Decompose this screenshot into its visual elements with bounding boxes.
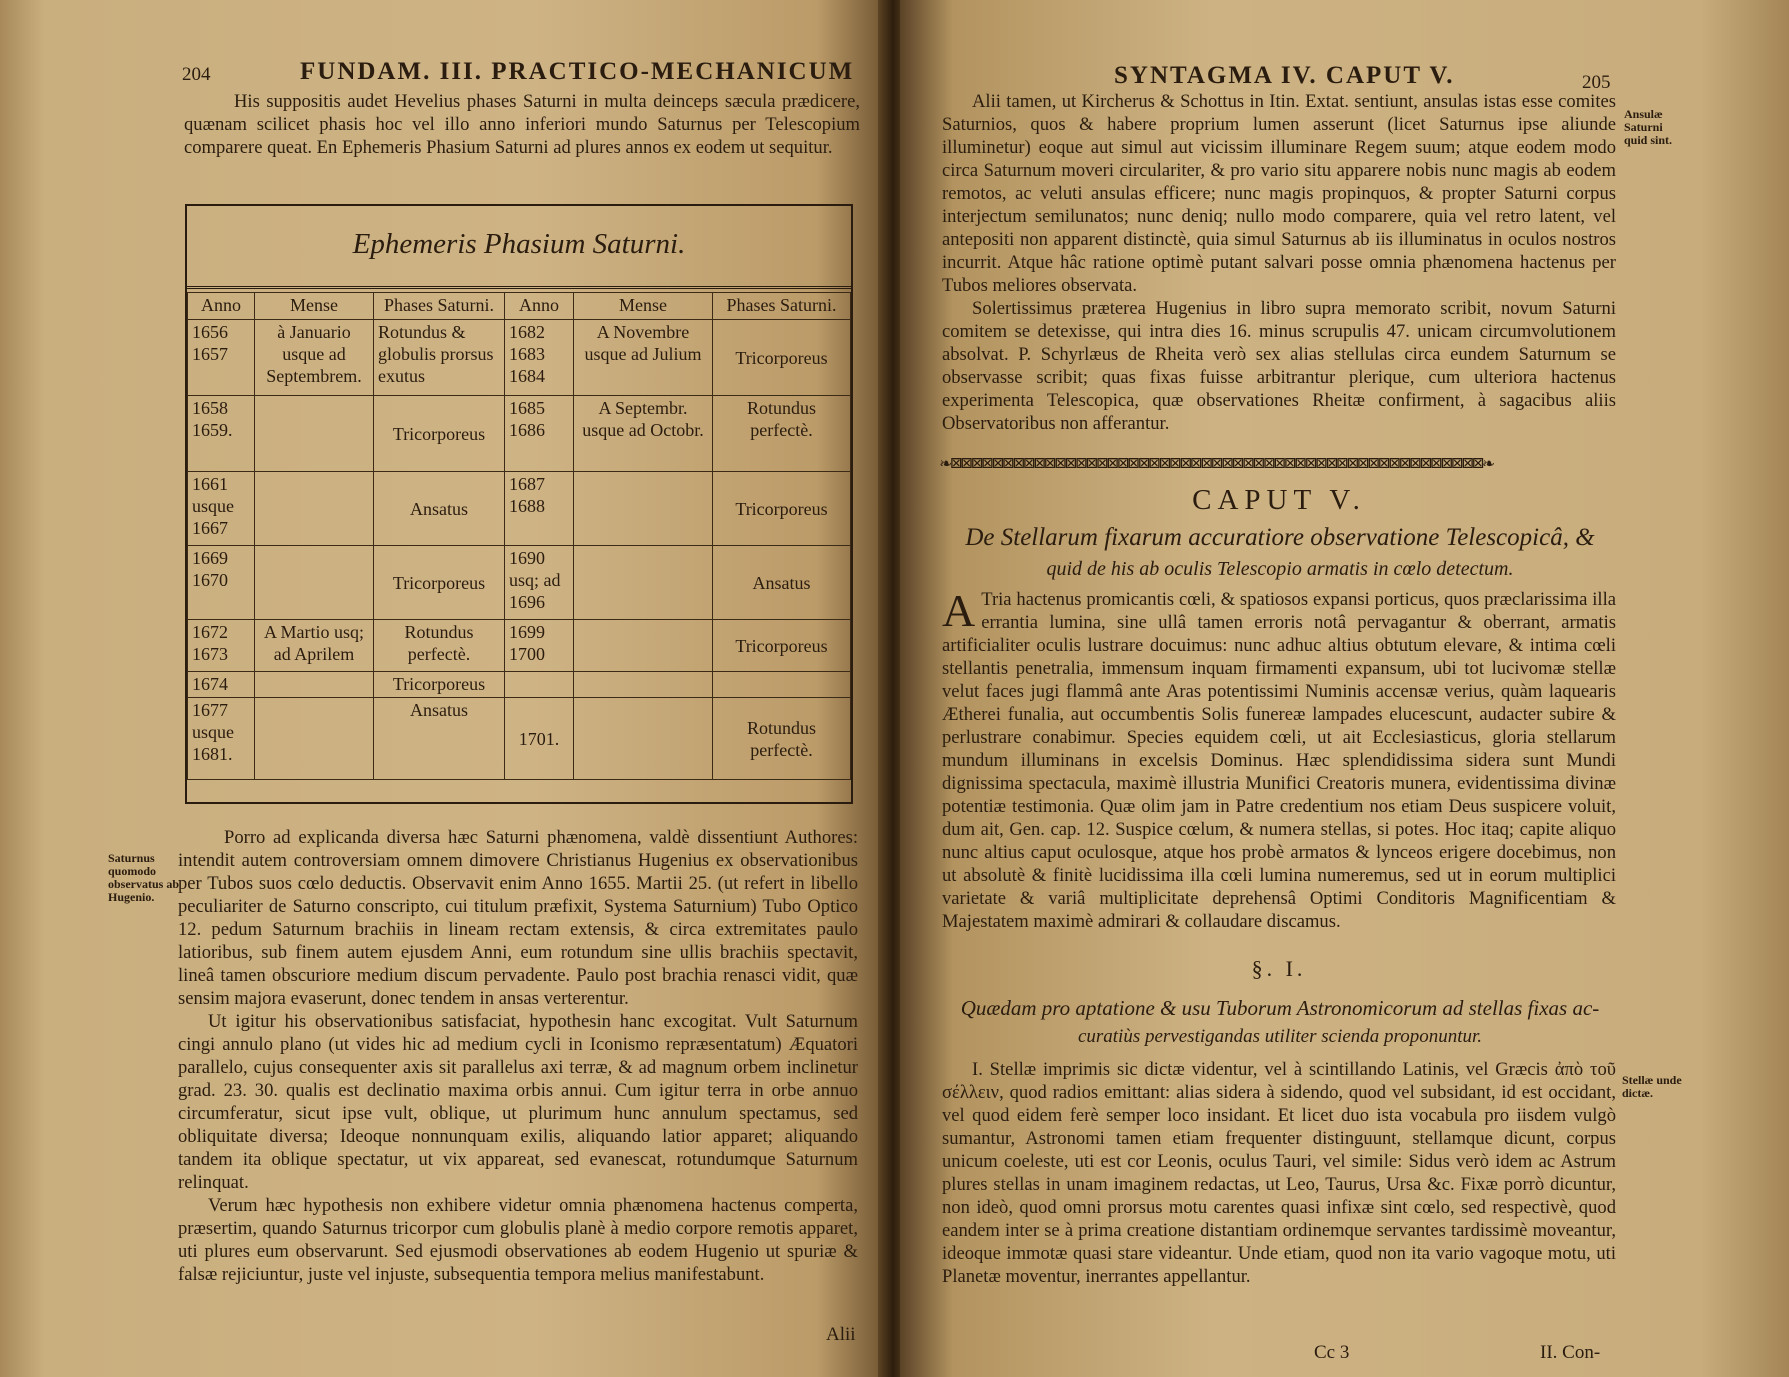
cell-mense-2: [574, 698, 713, 780]
header-phases-1: Phases Saturni.: [374, 293, 505, 320]
right-top-text: [942, 90, 1616, 435]
page-number-right: 205: [1582, 72, 1611, 93]
cell-mense-2: [574, 620, 713, 672]
drop-cap: A: [942, 585, 976, 636]
page-number-left: 204: [182, 64, 211, 85]
cell-anno-2: [505, 672, 574, 698]
signature-mark: Cc 3: [1314, 1342, 1350, 1363]
left-paragraph-1: Porro ad explicanda diversa hæc Saturni phænomena, valdè dissentiunt Authores: intendit autem controversiam omnem dimovere Christianus Hugenius ex observationibus per Tubos suos cœlo deductis. Observavit enim Anno 1655. Martii 25. (ut refert in libello peculiariter de Saturno conscripto, cui titulum præfixit, Systema Saturnium) Tubo Optico 12. pedum Saturnum brachiis in lineam rectam extensis, & circa extremitates paulo latioribus, sub finem autem ejusdem Anni, eum rotundum sine ullis brachiis spectavit, lineâ tamen obscuriore medium discum pervadente. Paulo post brachia renasci vidit, quæ sensim majora evaserunt, donec tendem in ansas verterentur.: [178, 827, 858, 1009]
cell-anno-1: 1674: [188, 672, 255, 698]
right-paragraph-4: I. Stellæ imprimis sic dictæ videntur, vel à scintillando Latinis, vel Græcis ἀπὸ τοῦ σέλλειν, quod radios emittant: alias sidera à sidendo, quod vel subsidant, id est occidant, vel quod eidem ferè semper loco insidant. Et licet duo ista vocabula pro iisdem vulgò sumantur, Astronomi tamen etiam frequenter distinguunt, stellamque dicunt, corpus unicum coeleste, uti est cor Leonis, oculus Tauri, vel simile: Sidus verò idem ac Astrum plures stellas in unam imaginem redactas, ut Leo, Taurus, Ursa &c. Fixæ porrò dicuntur, non ideò, quod omni prorsus motu carentes quasi infixæ sint cœlo, sed respectivè, quod eandem inter se à prima creatione distantiam ordinemque servantes tardissimè moveantur, ideoque immotæ quasi stare videantur. Unde etiam, quod non ita vario vagoque motu, uti Planetæ moventur, inerrantes appellantur.: [942, 1059, 1616, 1287]
table-title-rule: [187, 286, 851, 289]
intro-text: His suppositis audet Hevelius phases Saturni in multa deinceps sæcula prædicere, quænam scilicet phasis hoc vel illo anno inferiori mundo Saturnus per Telescopium comparere queat. En Ephemeris Phasium Saturni ad plures annos ex eodem ut sequitur.: [184, 91, 860, 158]
cell-anno-1: 1656 1657: [188, 320, 255, 396]
table-header-row: [188, 293, 851, 320]
margin-note-left: Saturnus quomodo observatus ab Hugenio.: [108, 851, 180, 904]
cell-anno-2: 1690 usq; ad 1696: [505, 546, 574, 620]
left-body-text: [178, 826, 858, 1286]
cell-mense-2: [574, 672, 713, 698]
cell-phases-1: Rotundus perfectè.: [374, 620, 505, 672]
cell-phases-1: Rotundus & globulis prorsus exutus: [374, 320, 505, 396]
cell-anno-2: 1687 1688: [505, 472, 574, 546]
cell-phases-2: Tricorporeus: [713, 620, 851, 672]
cell-mense-1: A Martio usq; ad Aprilem: [255, 620, 374, 672]
cell-phases-2: Tricorporeus: [713, 320, 851, 396]
cell-phases-2: Tricorporeus: [713, 472, 851, 546]
right-paragraph-1: Alii tamen, ut Kircherus & Schottus in Itin. Extat. sentiunt, ansulas istas esse comites Saturnios, quos & habere proprium lumen asserunt (licet Saturnus ipse aliunde illuminetur) eoque aut simul aut vicissim illuminare Regem suum; atque eodem modo circa Saturnum moveri circulariter, & pro vario situ apparere nobis nunc magis ab eodem remotos, ac veluti ansulas efficere; nunc magis propinquos, & propter Saturni corpus interjectum semilunatos; nunc deniq; nullo modo comparere, quia vel retro latent, vel antepositi non apparent distinctè, quia simul Saturnus ab iis illuminatus in oculos nostros incurrit. Atque hâc ratione optimè putant salvari posse omnia phænomena hactenus per Tubos meliores observata.: [942, 91, 1616, 296]
table-row: [188, 472, 851, 546]
cell-phases-2: Rotundus perfectè.: [713, 698, 851, 780]
cell-anno-1: 1658 1659.: [188, 396, 255, 472]
section-mark: §. I.: [1251, 956, 1307, 981]
cell-anno-1: 1677 usque 1681.: [188, 698, 255, 780]
table-row: [188, 672, 851, 698]
section-body: [942, 1058, 1616, 1288]
cell-phases-2: [713, 672, 851, 698]
cell-mense-2: [574, 472, 713, 546]
cell-mense-1: [255, 698, 374, 780]
cell-mense-2: A Novembre usque ad Julium: [574, 320, 713, 396]
cell-phases-1: Ansatus: [374, 472, 505, 546]
right-paragraph-2: Solertissimus præterea Hugenius in libro supra memorato scribit, novum Saturni comitem se detexisse, qui intra dies 16. minus scrupulis 47. unicam circumvolutionem absolvat. P. Schyrlæus de Rheita verò sex alias stellulas circa eundem Saturnum se observasse scribit; quas fixas fuisse arbitrantur plerique, cum ulteriora hactenus experimenta Telescopica, quæ observationes Rheitæ confirment, à sagacibus aliis Observatoribus non afferantur.: [942, 298, 1616, 434]
cell-mense-2: [574, 546, 713, 620]
cell-phases-1: Ansatus: [374, 698, 505, 780]
left-page: [0, 0, 888, 1377]
margin-note-ansulae: Ansulæ Saturni quid sint.: [1624, 107, 1673, 147]
left-paragraph-3: Verum hæc hypothesis non exhibere videtur omnia phænomena hactenus comperta, præsertim, quando Saturnus tricorpor cum globulis planè à medio corpore remotis apparet, uti plures eum observarunt. Sed ejusmodi observationes ab eodem Hugenio ut spuriæ & falsæ rejiciuntur, juste vel injuste, subsequentia tempora melius manifestabunt.: [178, 1195, 858, 1285]
cell-mense-1: [255, 472, 374, 546]
table-row: [188, 546, 851, 620]
cell-anno-2: 1699 1700: [505, 620, 574, 672]
cell-phases-1: Tricorporeus: [374, 546, 505, 620]
cell-anno-1: 1669 1670: [188, 546, 255, 620]
cell-anno-1: 1661 usque 1667: [188, 472, 255, 546]
chapter-body: [942, 585, 1616, 933]
cell-mense-1: à Januario usque ad Septembrem.: [255, 320, 374, 396]
header-anno-2: Anno: [505, 293, 574, 320]
table-row: [188, 620, 851, 672]
right-paragraph-3: Tria hactenus promicantis cœli, & spatiosos expansi porticus, quos præclarissima illa errantia lumina, sine ullâ tamen erroris notâ pervagantur & oberrant, armatis artificialiter oculis lustrare docuimus: nunc adhuc altius obtutum elevare, & intima cœli stellantis penetralia, immensum inquam firmamenti expansum, ubi tot lucivomæ stellæ velut faces jugi flammâ ante Aras potentissimi Numinis accensæ verius, quàm laquearis Ætherei funalia, aut occumbentis Solis funereæ lampades elucescunt, audacter subire & perlustrare conabimur. Species equidem cœli, ut ait Ecclesiasticus, gloria stellarum mundum illuminans in excelsis Dominus. Hæc splendidissima sidera sunt Mundi dignissima spectacula, maximè illustria Munifici Creatoris munera, evidentissima divinæ potentiæ testimonia. Quæ olim jam in Patre credentium nos etiam Deus suspicere voluit, dum ait, Gen. cap. 12. Suspice cœlum, & numera stellas, si potes. Hoc itaq; capite aliquo nunc altius caput oculosque, atque hos probè armatos & lynceos erigere docebimus, non ut absolutè & finitè lucidissima illa cœli lumina numeremus, sed ut in eorum multiplici varietate & variâ multiplicitate deprehensâ Optimi Conditoris Magnificentiam & Majestatem maximè admirari & collaudare discamus.: [942, 589, 1616, 932]
chapter-title-line-2: quid de his ab oculis Telescopio armatis in cœlo detectum.: [1046, 558, 1514, 580]
chapter-title-line-1: De Stellarum fixarum accuratiore observatione Telescopicâ, &: [965, 524, 1595, 551]
cell-anno-2: 1685 1686: [505, 396, 574, 472]
section-title-line-1: Quædam pro aptatione & usu Tuborum Astronomicorum ad stellas fixas ac-: [960, 996, 1600, 1020]
cell-mense-2: A Septembr. usque ad Octobr.: [574, 396, 713, 472]
catchword-right: II. Con-: [1540, 1342, 1601, 1363]
header-phases-2: Phases Saturni.: [713, 293, 851, 320]
cell-phases-2: Ansatus: [713, 546, 851, 620]
margin-note-stellae: Stellæ unde dictæ.: [1622, 1073, 1682, 1100]
cell-mense-1: [255, 672, 374, 698]
right-page: [900, 0, 1789, 1377]
header-mense-1: Mense: [255, 293, 374, 320]
catchword-left: Alii: [826, 1324, 856, 1345]
cell-mense-1: [255, 546, 374, 620]
header-anno-1: Anno: [188, 293, 255, 320]
cell-anno-1: 1672 1673: [188, 620, 255, 672]
table-title: Ephemeris Phasium Saturni.: [352, 228, 686, 260]
table-row: [188, 320, 851, 396]
chapter-heading: CAPUT V.: [1192, 484, 1366, 516]
ephemeris-table-box: [185, 204, 853, 804]
table-row: [188, 396, 851, 472]
left-paragraph-2: Ut igitur his observationibus satisfaciat, hypothesin hanc excogitat. Vult Saturnum cingi annulo plano (ut vides hic ad medium cycli in Iconismo repræsentatum) Æquatori parallelo, cujus consequenter axis sit parallelus axi terræ, & ad magnum orbem inclinetur grad. 23. 30. qualis est declinatio maxima orbis annui. Cum igitur terra in orbe annuo circumferatur, sicut ipse vult, oblique, ut plurimum hunc annulum spectamus, sed obliquitate diversa; Ideoque nonnunquam exilis, aliquando latior apparet; aliquando tandem ita oblique spectatur, ut vix appareat, sed evanescat, rotundumque Saturnum relinquat.: [178, 1011, 858, 1193]
cell-mense-1: [255, 396, 374, 472]
intro-paragraph: [184, 90, 860, 159]
running-head-left: FUNDAM. III. PRACTICO-MECHANICUM: [300, 58, 855, 85]
cell-anno-2: 1682 1683 1684: [505, 320, 574, 396]
table-row: [188, 698, 851, 780]
header-mense-2: Mense: [574, 293, 713, 320]
cell-phases-2: Rotundus perfectè.: [713, 396, 851, 472]
running-head-right: SYNTAGMA IV. CAPUT V.: [1114, 62, 1455, 89]
decorative-rule: ❧⊠⊠⊠⊠⊠⊠⊠⊠⊠⊠⊠⊠⊠⊠⊠⊠⊠⊠⊠⊠⊠⊠⊠⊠⊠⊠⊠⊠⊠⊠⊠⊠⊠⊠⊠⊠⊠⊠⊠⊠⊠⊠⊠⊠⊠⊠⊠⊠⊠⊠⊠❧: [940, 452, 1494, 474]
section-title-line-2: curatiùs pervestigandas utiliter scienda proponuntur.: [1077, 1026, 1483, 1047]
cell-anno-2: 1701.: [505, 698, 574, 780]
cell-phases-1: Tricorporeus: [374, 672, 505, 698]
ephemeris-table: [187, 292, 851, 780]
cell-phases-1: Tricorporeus: [374, 396, 505, 472]
